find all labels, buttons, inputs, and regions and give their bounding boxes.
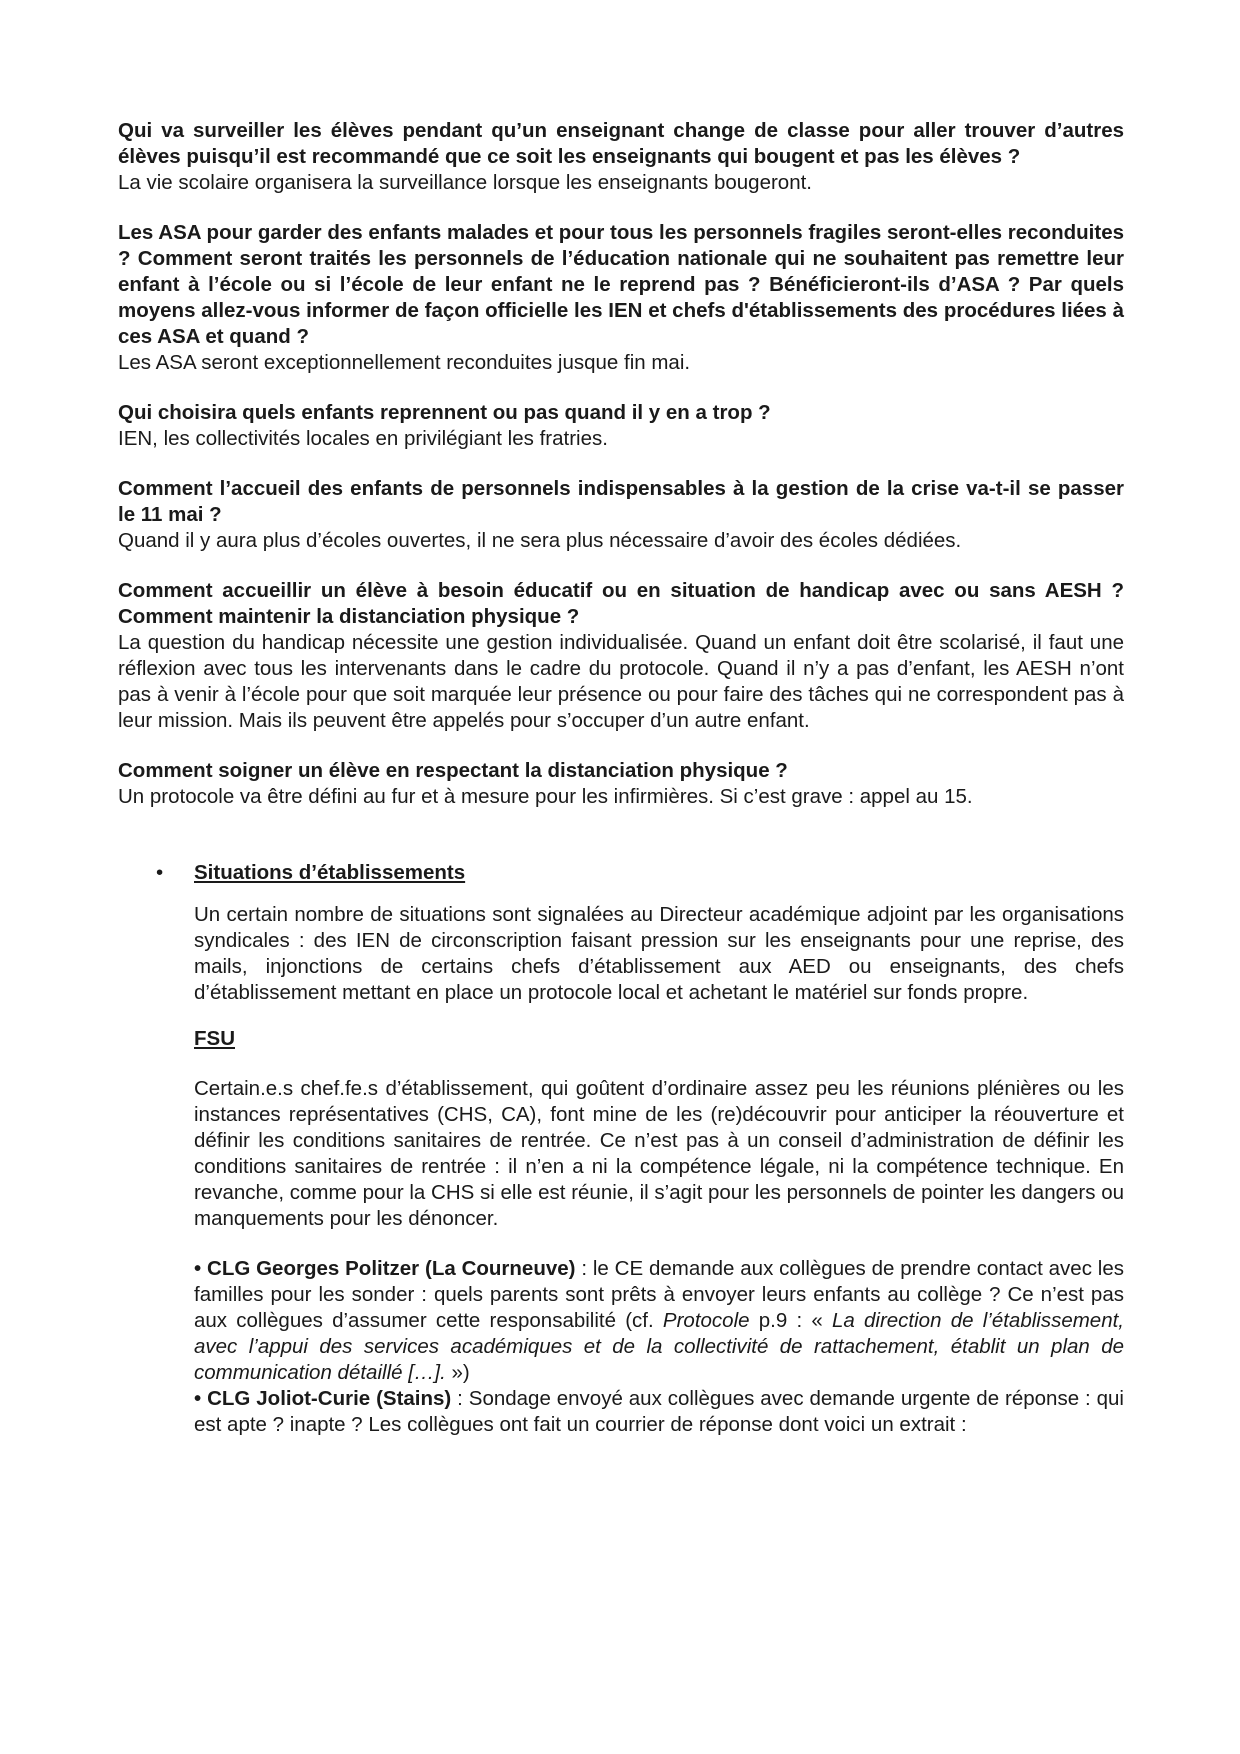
question: Qui va surveiller les élèves pendant qu’un enseignant change de classe pour aller trouver d’autres élèves puisqu’il est recommandé que ce soit les enseignants qui bougent et pas les élèves ? (118, 119, 1124, 168)
case-text: : le CE demande aux collègues de prendre contact avec les familles pour les sonder : quels parents sont prêts à envoyer leurs enfants au collège ? Ce n’est pas aux collègues d’assumer cette responsabilité (cf. (194, 1257, 1124, 1332)
answer: IEN, les collectivités locales en privilégiant les fratries. (118, 427, 608, 450)
case-politzer (194, 1256, 1124, 1386)
case-name: • CLG Joliot-Curie (Stains) (194, 1387, 452, 1410)
qa-block (118, 476, 1124, 554)
qa-block (118, 118, 1124, 196)
qa-block (118, 578, 1124, 734)
section-body (118, 902, 1124, 1438)
case-quote: La direction de l’établissement, avec l’appui des services académiques et de la collectivité de rattachement, établit un plan de communication détaillé […]. (194, 1309, 1124, 1384)
fsu-paragraph: Certain.e.s chef.fe.s d’établissement, qui goûtent d’ordinaire assez peu les réunions plénières ou les instances représentatives (CHS, CA), font mine de les (re)découvrir pour anticiper la réouverture et définir les conditions sanitaires de rentrée. Ce n’est pas à un conseil d’administration de définir les conditions sanitaires de rentrée : il n’en a ni la compétence légale, ni la compétence technique. En revanche, comme pour la CHS si elle est réunie, il s’agit pour les personnels de pointer les dangers ou manquements pour les dénoncer. (194, 1077, 1124, 1230)
case-joliot-curie (194, 1386, 1124, 1438)
case-text: ») (445, 1361, 470, 1384)
question: Comment soigner un élève en respectant la distanciation physique ? (118, 759, 788, 782)
question: Les ASA pour garder des enfants malades et pour tous les personnels fragiles seront-elles reconduites ? Comment seront traités les personnels de l’éducation nationale qui ne souhaitent pas remettre leur enfant à l’école ou si l’école de leur enfant ne le reprend pas ? Bénéficieront-ils d’ASA ? Par quels moyens allez-vous informer de façon officielle les IEN et chefs d'établissements des procédures liées à ces ASA et quand ? (118, 221, 1124, 348)
fsu-heading: FSU (194, 1027, 235, 1050)
bullet-icon: • (156, 861, 164, 884)
qa-block (118, 400, 1124, 452)
question: Qui choisira quels enfants reprennent ou pas quand il y en a trop ? (118, 401, 771, 424)
section-title: Situations d’établissements (194, 861, 466, 884)
section-intro: Un certain nombre de situations sont signalées au Directeur académique adjoint par les organisations syndicales : des IEN de circonscription faisant pression sur les enseignants pour une reprise, des mails, injonctions de certains chefs d’établissement aux AED ou enseignants, des chefs d’établissement mettant en place un protocole local et achetant le matériel sur fonds propre. (194, 903, 1124, 1004)
answer: Les ASA seront exceptionnellement reconduites jusque fin mai. (118, 351, 691, 374)
answer: La vie scolaire organisera la surveillance lorsque les enseignants bougeront. (118, 171, 812, 194)
case-text: p.9 : « (749, 1309, 832, 1332)
section-situations (118, 860, 1124, 1438)
case-name: • CLG Georges Politzer (La Courneuve) (194, 1257, 576, 1280)
answer: Quand il y aura plus d’écoles ouvertes, il ne sera plus nécessaire d’avoir des écoles dédiées. (118, 529, 962, 552)
document-page (118, 118, 1124, 1438)
question: Comment accueillir un élève à besoin éducatif ou en situation de handicap avec ou sans AESH ? Comment maintenir la distanciation physique ? (118, 579, 1124, 628)
answer: Un protocole va être défini au fur et à mesure pour les infirmières. Si c’est grave : appel au 15. (118, 785, 973, 808)
case-text: : Sondage envoyé aux collègues avec demande urgente de réponse : qui est apte ? inapte ? Les collègues ont fait un courrier de réponse dont voici un extrait : (194, 1387, 1124, 1436)
section-heading (118, 860, 1124, 888)
qa-block (118, 220, 1124, 376)
case-ref: Protocole (662, 1309, 750, 1332)
qa-block (118, 758, 1124, 810)
answer: La question du handicap nécessite une gestion individualisée. Quand un enfant doit être scolarisé, il faut une réflexion avec tous les intervenants dans le cadre du protocole. Quand il n’y a pas d’enfant, les AESH n’ont pas à venir à l’école pour que soit marquée leur présence ou pour faire des tâches qui ne correspondent pas à leur mission. Mais ils peuvent être appelés pour s’occuper d’un autre enfant. (118, 631, 1124, 732)
question: Comment l’accueil des enfants de personnels indispensables à la gestion de la crise va-t-il se passer le 11 mai ? (118, 477, 1124, 526)
